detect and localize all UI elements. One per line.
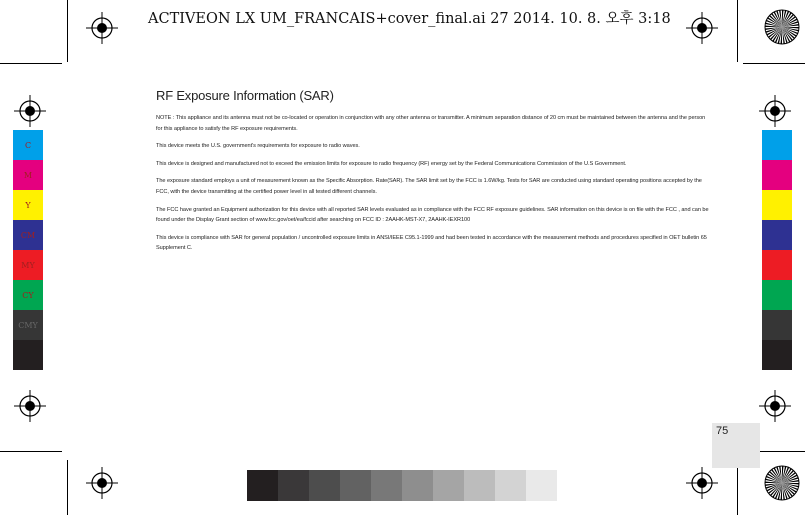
paragraph: This device is designed and manufactured not to exceed the emission limits for exposure to radio frequency (RF) energy set by the Federal Communications Commission of the U.S Government.: [156, 160, 627, 167]
color-swatch: Y: [13, 190, 43, 220]
color-swatch: [762, 250, 792, 280]
page-number: 75: [716, 425, 729, 437]
gray-swatch: [433, 470, 464, 501]
color-swatch: [762, 340, 792, 370]
color-swatch: [762, 160, 792, 190]
gray-swatch: [526, 470, 557, 501]
gray-swatch: [309, 470, 340, 501]
crop-mark: [0, 451, 62, 452]
gray-swatch: [371, 470, 402, 501]
gray-swatch: [340, 470, 371, 501]
crop-mark: [0, 63, 62, 64]
color-swatch: [13, 340, 43, 370]
registration-mark-icon: [686, 467, 718, 499]
paragraph: The FCC have granted an Equipment authorization for this device with all reported SAR levels evaluated as in compliance with the FCC RF exposure guidelines. SAR information on this device is on file with the FCC , and can be found under the Display Grant section of www.fcc.gov/oet/ea/fccid after searching on FCC ID : 2AAHK-MST-X7, 2AAHK-IEXR100: [156, 206, 709, 224]
color-swatch: [762, 220, 792, 250]
registration-mark-icon: [86, 12, 118, 44]
gray-swatch: [495, 470, 526, 501]
star-target-icon: [763, 464, 801, 502]
color-swatch: MY: [13, 250, 43, 280]
color-swatch: CMY: [13, 310, 43, 340]
color-swatch: C: [13, 130, 43, 160]
gray-scale-bar: [247, 470, 557, 501]
registration-mark-icon: [759, 95, 791, 127]
color-swatch: [762, 190, 792, 220]
star-target-icon: [763, 8, 801, 46]
crop-mark: [737, 460, 738, 515]
color-swatch: [762, 280, 792, 310]
page-title: RF Exposure Information (SAR): [156, 88, 334, 103]
gray-swatch: [464, 470, 495, 501]
crop-mark: [737, 0, 738, 62]
paragraph: This device meets the U.S. government's requirements for exposure to radio waves.: [156, 143, 360, 150]
crop-mark: [67, 460, 68, 515]
main-content: [156, 88, 711, 261]
paragraph: The exposure standard employs a unit of measurement known as the Specific Absorption. Rate(SAR). The SAR limit set by the FCC is 1.6W/kg. Tests for SAR are conducted using standard operating positions accepted by the FCC, with the device transmitting at the certified power level in all tested different channels.: [156, 178, 702, 195]
gray-swatch: [247, 470, 278, 501]
color-swatch: [762, 310, 792, 340]
registration-mark-icon: [86, 467, 118, 499]
registration-mark-icon: [14, 390, 46, 422]
color-swatch: CY: [13, 280, 43, 310]
gray-swatch: [402, 470, 433, 501]
color-bar-left: [13, 130, 43, 370]
gray-swatch: [278, 470, 309, 501]
color-bar-right: [762, 130, 792, 370]
crop-mark: [743, 63, 805, 64]
color-swatch: M: [13, 160, 43, 190]
registration-mark-icon: [686, 12, 718, 44]
paragraph: NOTE : This appliance and its antenna must not be co-located or operation in conjunction with any other antenna or transmitter. A minimum separation distance of 20 cm must be maintained between the antenna and the person for this appliance to satisfy the RF exposure requirements.: [156, 115, 706, 132]
registration-mark-icon: [14, 95, 46, 127]
color-swatch: CM: [13, 220, 43, 250]
registration-mark-icon: [759, 390, 791, 422]
paragraph: This device is compliance with SAR for general population / uncontrolled exposure limits in ANSI/IEEE C95.1-1999 and had been tested in accordance with the measurement methods and procedures specified in OET bulletin 65 Supplement C.: [156, 234, 707, 252]
crop-mark: [67, 0, 68, 62]
print-slug: ACTIVEON LX UM_FRANCAIS+cover_final.ai 27 2014. 10. 8. 오후 3:18: [148, 11, 671, 27]
color-swatch: [762, 130, 792, 160]
